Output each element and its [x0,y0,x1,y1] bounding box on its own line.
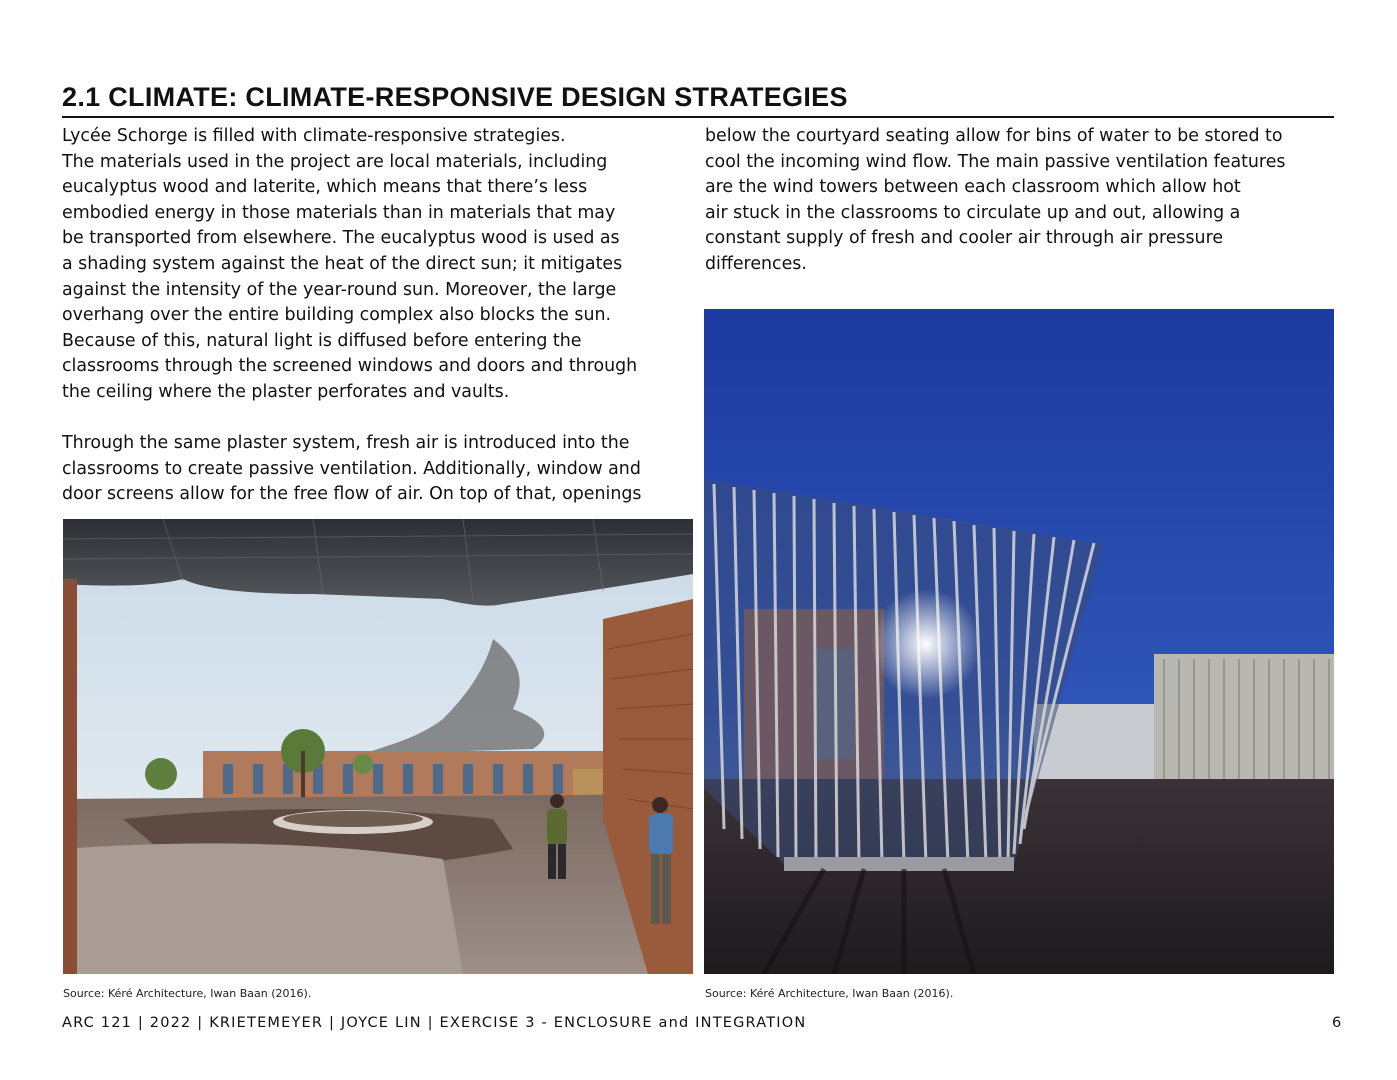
right-text-column [705,124,1345,278]
page-title: 2.1 CLIMATE: CLIMATE-RESPONSIVE DESIGN STRATEGIES [62,82,848,112]
wind-tower-photo [704,309,1334,974]
left-photo-caption: Source: Kéré Architecture, Iwan Baan (2016). [63,987,312,1000]
body-paragraph-2: Through the same plaster system, fresh air is introduced into the classrooms to create passive ventilation. Additionally, window and door screens allow for the free flow of air. On top of that, openings [62,433,642,505]
footer-course-line: ARC 121 | 2022 | KRIETEMEYER | JOYCE LIN | EXERCISE 3 - ENCLOSURE and INTEGRATION [62,1015,807,1031]
title-underline [62,116,1334,118]
page-number: 6 [1332,1015,1342,1031]
body-paragraph-3: below the courtyard seating allow for bins of water to be stored to cool the incoming wind flow. The main passive ventilation features are the wind towers between each classroom which allow hot air stuck in the classrooms to circulate up and out, allowing a constant supply of fresh and cooler air through air pressure differences. [705,126,1286,274]
body-paragraph-1: Lycée Schorge is filled with climate-responsive strategies. The materials used in the project are local materials, including eucalyptus wood and laterite, which means that there’s less embodied energy in those materials than in materials that may be transported from elsewhere. The eucalyptus wood is used as a shading system against the heat of the direct sun; it mitigates against the intensity of the year-round sun. Moreover, the large overhang over the entire building complex also blocks the sun. Because of this, natural light is diffused before entering the classrooms through the screened windows and doors and through the ceiling where the plaster perforates and vaults. [62,126,638,402]
courtyard-photo [63,519,693,974]
right-photo-caption: Source: Kéré Architecture, Iwan Baan (2016). [705,987,954,1000]
left-text-column [62,124,702,508]
